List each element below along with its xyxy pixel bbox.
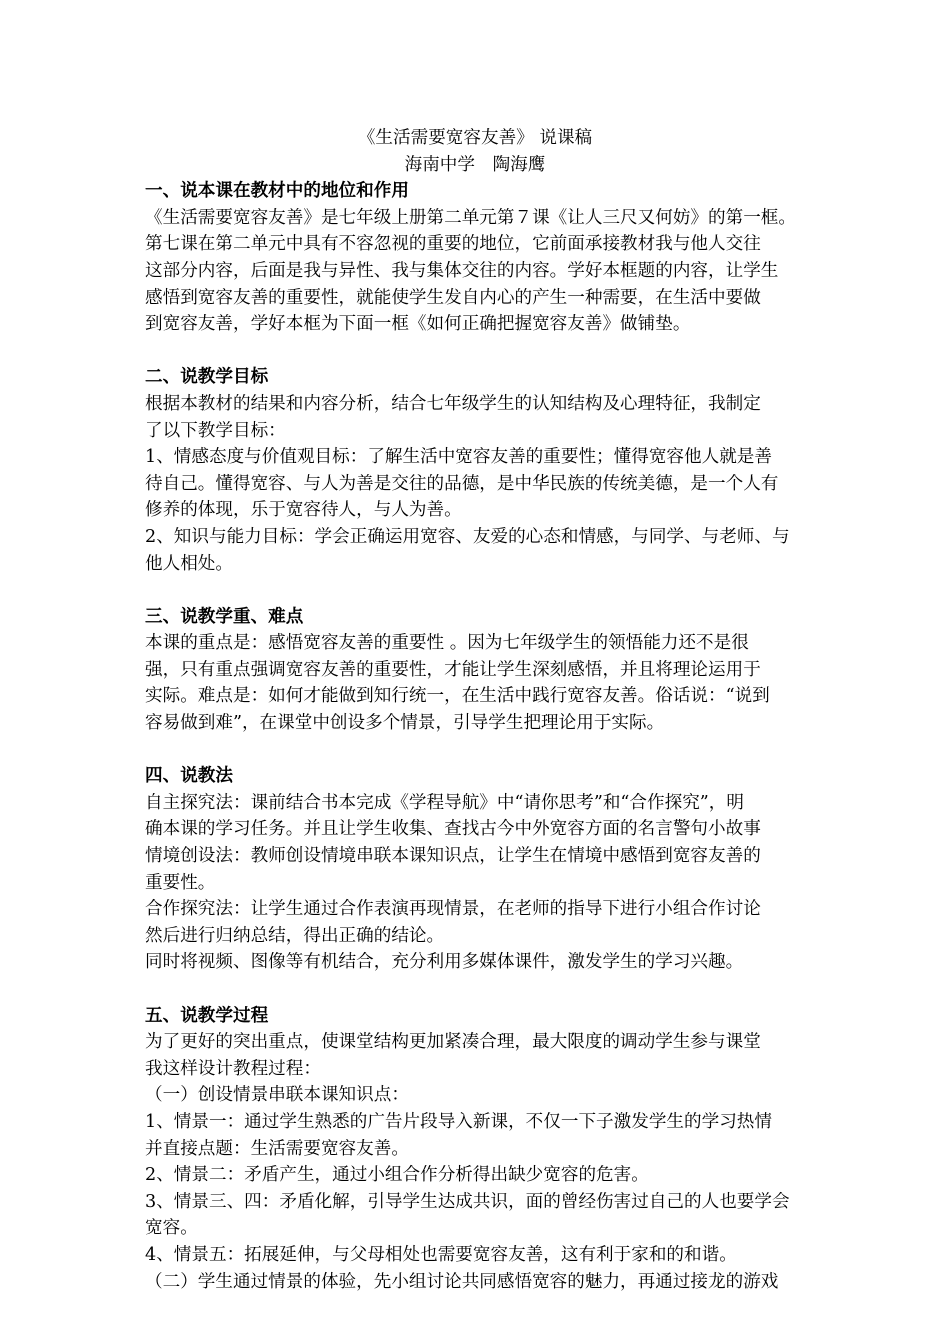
paragraph-line: 他人相处。 xyxy=(145,553,233,574)
paragraph-line: 确本课的学习任务。并且让学生收集、查找古今中外宽容方面的名言警句小故事 xyxy=(145,819,761,840)
document-title: 《生活需要宽容友善》 说课稿 xyxy=(357,128,593,148)
paragraph-line: 情境创设法：教师创设情境串联本课知识点，让学生在情境中感悟到宽容友善的 xyxy=(145,846,761,867)
section-5 xyxy=(145,1003,825,1296)
section-3 xyxy=(145,604,825,737)
paragraph-line: 容易做到难”，在课堂中创设多个情景，引导学生把理论用于实际。 xyxy=(145,713,665,734)
section-2 xyxy=(145,364,825,577)
paragraph-line: 这部分内容，后面是我与异性、我与集体交往的内容。学好本框题的内容，让学生 xyxy=(145,260,779,281)
section-heading: 一、说本课在教材中的地位和作用 xyxy=(145,180,409,202)
paragraph-line: 待自己。懂得宽容、与人为善是交往的品德，是中华民族的传统美德，是一个人有 xyxy=(145,473,779,494)
paragraph-line: 实际。难点是：如何才能做到知行统一，在生活中践行宽容友善。俗话说：“说到 xyxy=(145,686,770,707)
paragraph-line: 第七课在第二单元中具有不容忽视的重要的地位，它前面承接教材我与他人交往 xyxy=(145,234,761,255)
paragraph-line: 2、知识与能力目标：学会正确运用宽容、友爱的心态和情感，与同学、与老师、与 xyxy=(145,526,790,547)
paragraph-line: 了以下教学目标： xyxy=(145,420,286,441)
section-heading: 五、说教学过程 xyxy=(145,1004,269,1026)
paragraph-line: （二）学生通过情景的体验，先小组讨论共同感悟宽容的魅力，再通过接龙的游戏 xyxy=(145,1271,779,1292)
section-heading: 二、说教学目标 xyxy=(145,366,269,388)
paragraph-line: 《生活需要宽容友善》是七年级上册第二单元第７课《让人三尺又何妨》的第一框。 xyxy=(145,207,796,228)
paragraph-line: 我这样设计教程过程： xyxy=(145,1058,321,1079)
paragraph-line: 1、情景一：通过学生熟悉的广告片段导入新课，不仅一下子激发学生的学习热情 xyxy=(145,1111,772,1132)
paragraph-line: 1、情感态度与价值观目标：了解生活中宽容友善的重要性；懂得宽容他人就是善 xyxy=(145,447,772,468)
document-author: 海南中学 陶海鹰 xyxy=(404,154,546,175)
paragraph-line: 强，只有重点强调宽容友善的重要性，才能让学生深刻感悟，并且将理论运用于 xyxy=(145,659,761,680)
paragraph-line: 合作探究法：让学生通过合作表演再现情景，在老师的指导下进行小组合作讨论 xyxy=(145,899,761,920)
document-page xyxy=(145,125,825,1295)
paragraph-line: 2、情景二：矛盾产生，通过小组合作分析得出缺少宽容的危害。 xyxy=(145,1165,649,1186)
section-1 xyxy=(145,178,825,338)
paragraph-line: 同时将视频、图像等有机结合，充分利用多媒体课件，激发学生的学习兴趣。 xyxy=(145,952,744,973)
paragraph-line: 修养的体现，乐于宽容待人，与人为善。 xyxy=(145,500,462,521)
blank-line xyxy=(145,577,825,604)
paragraph-line: 自主探究法：课前结合书本完成《学程导航》中“请你思考”和“合作探究”，明 xyxy=(145,792,744,813)
paragraph-line: 本课的重点是：感悟宽容友善的重要性 。因为七年级学生的领悟能力还不是很 xyxy=(145,633,749,654)
section-heading: 四、说教法 xyxy=(145,765,233,787)
paragraph-line: 并直接点题：生活需要宽容友善。 xyxy=(145,1138,409,1159)
paragraph-line: 根据本教材的结果和内容分析，结合七年级学生的认知结构及心理特征，我制定 xyxy=(145,393,761,414)
section-heading: 三、说教学重、难点 xyxy=(145,605,304,627)
paragraph-line: 3、情景三、四：矛盾化解，引导学生达成共识，面的曾经伤害过自己的人也要学会 xyxy=(145,1191,790,1212)
paragraph-line: 为了更好的突出重点，使课堂结构更加紧凑合理，最大限度的调动学生参与课堂 xyxy=(145,1032,761,1053)
paragraph-line: 感悟到宽容友善的重要性，就能使学生发自内心的产生一种需要，在生活中要做 xyxy=(145,287,761,308)
section-4 xyxy=(145,763,825,976)
paragraph-line: 宽容。 xyxy=(145,1218,198,1239)
paragraph-line: 到宽容友善，学好本框为下面一框《如何正确把握宽容友善》做铺垫。 xyxy=(145,314,691,335)
blank-line xyxy=(145,737,825,764)
paragraph-line: （一）创设情景串联本课知识点： xyxy=(145,1085,409,1106)
paragraph-line: 然后进行归纳总结，得出正确的结论。 xyxy=(145,925,445,946)
blank-line xyxy=(145,976,825,1003)
paragraph-line: 重要性。 xyxy=(145,872,216,893)
paragraph-line: 4、情景五：拓展延伸，与父母相处也需要宽容友善，这有利于家和的和谐。 xyxy=(145,1244,737,1265)
blank-line xyxy=(145,338,825,365)
